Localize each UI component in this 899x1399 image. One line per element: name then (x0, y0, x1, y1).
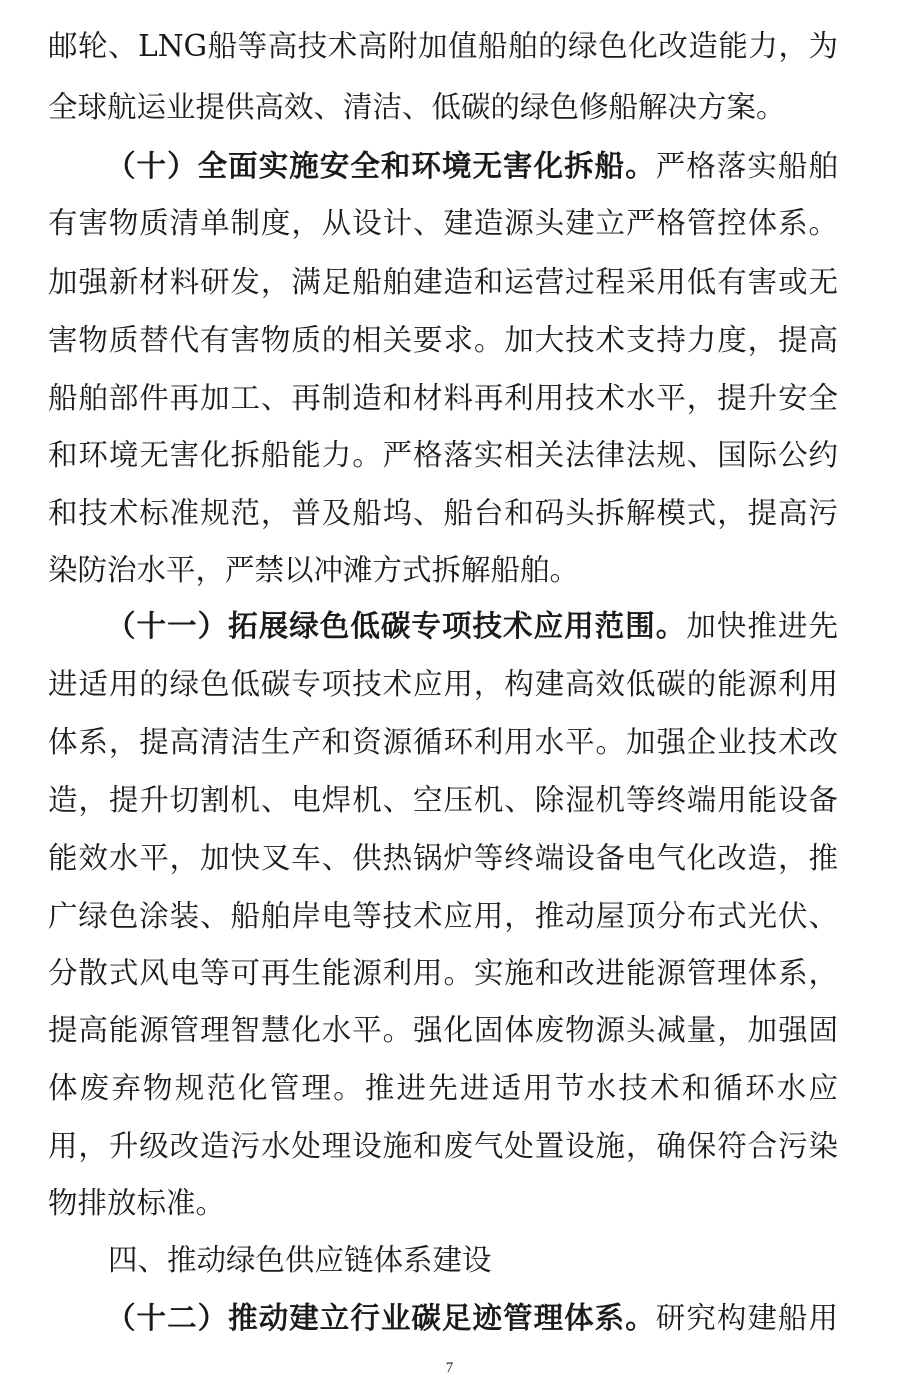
paragraph-2-heading: （十）全面实施安全和环境无害化拆船。 (106, 149, 656, 183)
paragraph-2-line-5: 船舶部件再加工、再制造和材料再利用技术水平，提升安全 (48, 381, 838, 415)
paragraph-4-heading: （十二）推动建立行业碳足迹管理体系。 (106, 1301, 656, 1335)
page-number: 7 (445, 1360, 454, 1376)
paragraph-3-heading: （十一）拓展绿色低碳专项技术应用范围。 (106, 609, 687, 643)
paragraph-2-line-7: 和技术标准规范，普及船坞、船台和码头拆解模式，提高污 (48, 496, 838, 530)
paragraph-3-line-8: 提高能源管理智慧化水平。强化固体废物源头减量，加强固 (48, 1013, 838, 1047)
paragraph-3-line-6: 广绿色涂装、船舶岸电等技术应用，推动屋顶分布式光伏、 (48, 899, 838, 933)
paragraph-4-first-line (106, 1298, 838, 1338)
paragraph-1-line-1: 邮轮、LNG船等高技术高附加值船舶的绿色化改造能力，为 (48, 29, 838, 63)
paragraph-3-line-7: 分散式风电等可再生能源利用。实施和改进能源管理体系， (48, 956, 838, 990)
paragraph-3-line-10: 用，升级改造污水处理设施和废气处置设施，确保符合污染 (48, 1129, 838, 1163)
paragraph-3-line-11: 物排放标准。 (48, 1186, 226, 1220)
paragraph-1-line-2: 全球航运业提供高效、清洁、低碳的绿色修船解决方案。 (48, 90, 786, 124)
paragraph-3-line-3: 体系，提高清洁生产和资源循环利用水平。加强企业技术改 (48, 725, 838, 759)
paragraph-3-first-line-text: 加快推进先 (686, 609, 838, 643)
paragraph-3-line-2: 进适用的绿色低碳专项技术应用，构建高效低碳的能源利用 (48, 667, 838, 701)
paragraph-4-first-line-text: 研究构建船用 (655, 1301, 838, 1335)
paragraph-3-line-4: 造，提升切割机、电焊机、空压机、除湿机等终端用能设备 (48, 783, 838, 817)
paragraph-2-line-6: 和环境无害化拆船能力。严格落实相关法律法规、国际公约 (48, 438, 838, 472)
paragraph-2-line-8: 染防治水平，严禁以冲滩方式拆解船舶。 (48, 553, 580, 587)
paragraph-2-first-line-text: 严格落实船舶 (655, 149, 838, 183)
paragraph-2-line-4: 害物质替代有害物质的相关要求。加大技术支持力度，提高 (48, 323, 838, 357)
paragraph-3-line-9: 体废弃物规范化管理。推进先进适用节水技术和循环水应 (48, 1071, 838, 1105)
paragraph-2-line-2: 有害物质清单制度，从设计、建造源头建立严格管控体系。 (48, 206, 838, 240)
paragraph-3-line-5: 能效水平，加快叉车、供热锅炉等终端设备电气化改造，推 (48, 841, 838, 875)
paragraph-3-first-line (106, 606, 838, 646)
paragraph-2-first-line (106, 146, 838, 186)
section-heading: 四、推动绿色供应链体系建设 (108, 1243, 492, 1277)
paragraph-2-line-3: 加强新材料研发，满足船舶建造和运营过程采用低有害或无 (48, 265, 838, 299)
